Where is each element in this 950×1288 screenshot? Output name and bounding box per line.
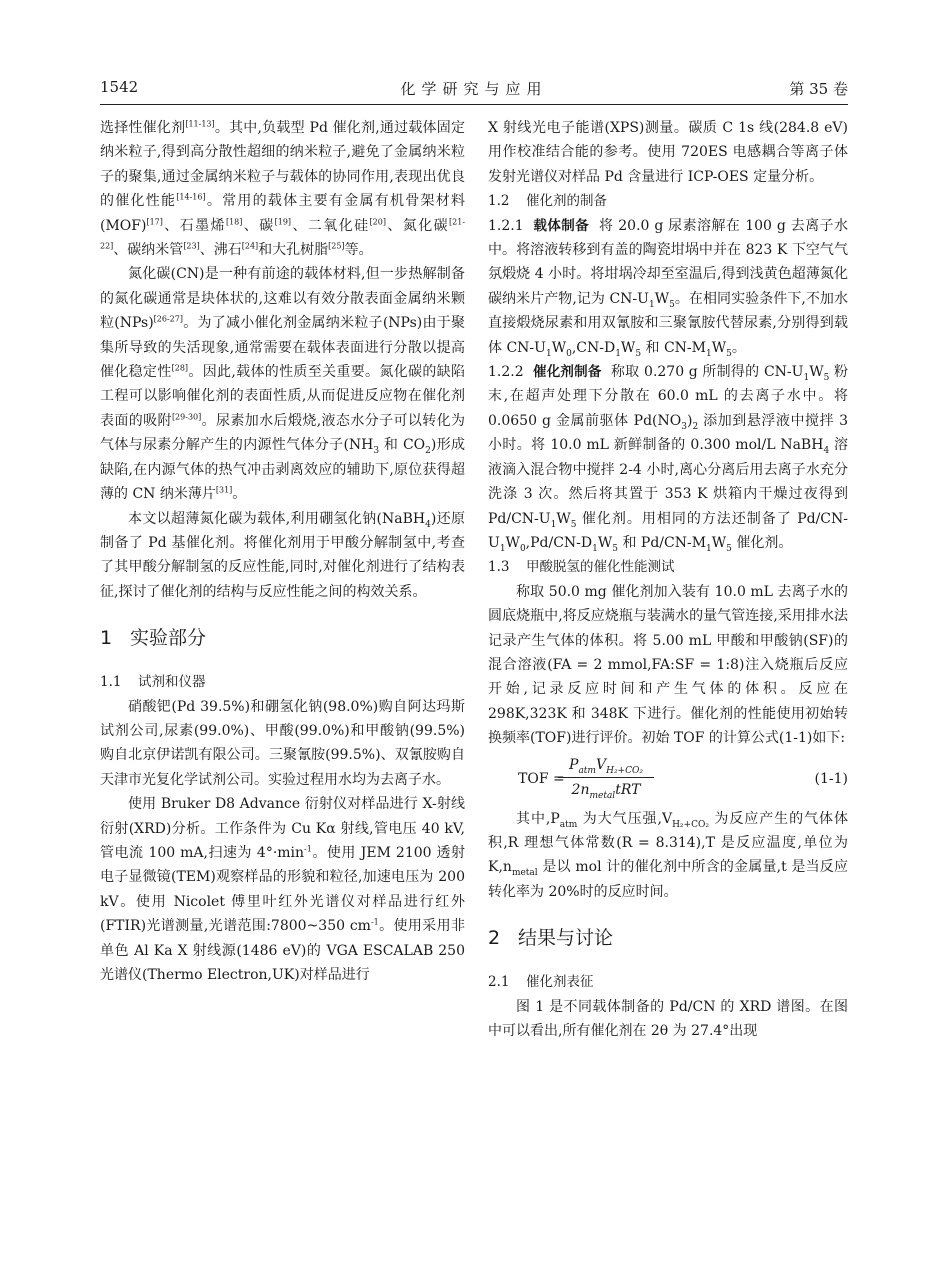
paragraph-support-preparation: 1.2.1 载体制备 将 20.0 g 尿素溶解在 100 g 去离子水中。将溶液转移到有盖的陶瓷坩埚中并在 823 K 下空气气氛煅烧 4 小时。将坩埚冷却至室温后,得到浅黄色超薄氮化碳纳米片产物,记为 $CN-U_1W_5$。在相同实验条件下,不加水直接煅烧尿素和用双氰胺和三聚氰胺代替尿素,分别得到载体 $CN-U_1W_0,CN-D_1W_5$ 和 $CN-M_1W_5$。 [488, 217, 848, 359]
subsection-heading-preparation: 1.2 催化剂的制备 [488, 193, 607, 210]
paragraph-xps: X 射线光电子能谱(XPS)测量。碳质 C 1s 线(284.8 eV)用作校准结合能的参考。使用 720ES 电感耦合等离子体发射光谱仪对样品 Pd 含量进行 ICP-OES 定量分析。 [488, 120, 848, 185]
equation-tof [488, 753, 848, 805]
left-column [100, 116, 465, 987]
subsection-heading-characterization: 2.1 催化剂表征 [488, 974, 594, 991]
paragraph-xrd: 图 1 是不同载体制备的 Pd/CN 的 XRD 谱图。在图中可以看出,所有催化剂在 2θ 为 27.4°出现 [488, 998, 848, 1039]
paragraph-instruments: 使用 Bruker D8 Advance 衍射仪对样品进行 X-射线衍射(XRD)分析。工作条件为 Cu Kα 射线,管电压 40 kV,管电流 100 mA,扫速为 4°·min$^{-1}$。使用 JEM 2100 透射电子显微镜(TEM)观察样品的形貌和粒径,加速电压为 200 kV。使用 Nicolet 傅里叶红外光谱仪对样品进行红外(FTIR)光谱测量,光谱范围:7800~350 cm$^{-1}$。使用采用非单色 Al Ka X 射线源(1486 eV)的 VGA ESCALAB 250 光谱仪(Thermo Electron,UK)对样品进行 [100, 796, 465, 983]
right-column [488, 116, 848, 1043]
journal-title: 化学研究与应用 [400, 80, 548, 98]
paragraph-equation-terms: 其中$,P_{atm}$ 为大气压强$,V_{H_2+CO_2}$ 为反应产生的气体体积,R 理想气体常数(R = 8.314),T 是反应温度,单位为 $K,n_{metal}$ 是以 mol 计的催化剂中所含的金属量,t 是当反应转化率为 20%时的反应时间。 [488, 810, 849, 900]
equation-number: (1-1) [814, 770, 848, 787]
running-header [100, 78, 848, 100]
paragraph-intro-continued: 选择性催化剂[11-13]。其中,负载型 Pd 催化剂,通过载体固定纳米粒子,得到高分散性超细的纳米粒子,避免了金属纳米粒子的聚集,通过金属纳米粒子与载体的协同作用,表现出优良的催化性能[14-16]。常用的载体主要有金属有机骨架材料(MOF)[17]、石墨烯[18]、碳[19]、二氧化硅[20]、氮化碳[21-22]、碳纳米管[23]、沸石[24]和大孔树脂[25]等。 [100, 119, 466, 259]
section-heading-results: 2 结果与讨论 [488, 927, 614, 950]
subsection-heading-reagents: 1.1 试剂和仪器 [100, 674, 206, 691]
section-heading-experimental: 1 实验部分 [100, 627, 207, 650]
page-number: 1542 [100, 78, 139, 96]
equation-lhs: TOF = [518, 770, 565, 787]
header-rule [100, 104, 848, 105]
paragraph-activity-test: 称取 50.0 mg 催化剂加入装有 10.0 mL 去离子水的圆底烧瓶中,将反应烧瓶与装满水的量气管连接,采用排水法记录产生气体的体积。将 5.00 mL 甲酸和甲酸钠(SF)的混合溶液(FA = 2 mmol,FA:SF = 1:8)注入烧瓶后反应开始,记录反应时间和产生气体的体积。反应在 298K,323K 和 348K 下进行。催化剂的性能使用初始转换频率(TOF)进行评价。初始 TOF 的计算公式(1-1)如下: [488, 583, 848, 747]
paragraph-catalyst-preparation: 1.2.2 催化剂制备 称取 0.270 g 所制得的 $CN-U_1W_5$ 粉末,在超声处理下分散在 60.0 mL 的去离子水中。将 0.0650 g 金属前驱体 $Pd(NO_3)_2$ 添加到悬浮液中搅拌 3 小时。将 10.0 mL 新鲜制备的 0.300 mol/L NaBH$_4$ 溶液滴入混合物中搅拌 2-4 小时,离心分离后用去离子水充分洗涤 3 次。然后将其置于 353 K 烘箱内干燥过夜得到 $Pd/CN-U_1W_5$ 催化剂。用相同的方法还制备了 $Pd/CN-U_1W_0,Pd/CN-D_1W_5$ 和 $Pd/CN-M_1W_5$ 催化剂。 [488, 364, 849, 554]
volume-label: 第 35 卷 [789, 80, 848, 98]
equation-numerator: $P_{atm}V_{H_2+CO_2}$ [558, 753, 654, 778]
subsection-heading-testing: 1.3 甲酸脱氢的催化性能测试 [488, 559, 675, 576]
paragraph-reagents: 硝酸钯(Pd 39.5%)和硼氢化钠(98.0%)购自阿达玛斯试剂公司,尿素(99.0%)、甲酸(99.0%)和甲酸钠(99.5%)购自北京伊诺凯有限公司。三聚氰胺(99.5%)、双氰胺购自天津市光复化学试剂公司。实验过程用水均为去离子水。 [100, 698, 465, 788]
equation-denominator: $2n_{metal}tRT$ [571, 781, 641, 801]
paragraph-this-work: 本文以超薄氮化碳为载体,利用硼氢化钠(NaBH$_4$)还原制备了 Pd 基催化剂。将催化剂用于甲酸分解制氢中,考查了其甲酸分解制氢的反应性能,同时,对催化剂进行了结构表征,探讨了催化剂的结构与反应性能之间的构效关系。 [100, 510, 465, 600]
equation-fraction [558, 753, 654, 802]
paragraph-carbon-nitride: 氮化碳(CN)是一种有前途的载体材料,但一步热解制备的氮化碳通常是块体状的,这难以有效分散表面金属纳米颗粒(NPs)[26-27]。为了减小催化剂金属纳米粒子(NPs)由于聚集所导致的失活现象,通常需要在载体表面进行分散以提高催化稳定性[28]。因此,载体的性质至关重要。氮化碳的缺陷工程可以影响催化剂的表面性质,从而促进反应物在催化剂表面的吸附[29-30]。尿素加水后煅烧,液态水分子可以转化为气体与尿素分解产生的内源性气体分子($NH_3$ 和 $CO_2$)形成缺陷,在内源气体的热气冲击剥离效应的辅助下,原位获得超薄的 CN 纳米薄片[31]。 [100, 266, 466, 503]
